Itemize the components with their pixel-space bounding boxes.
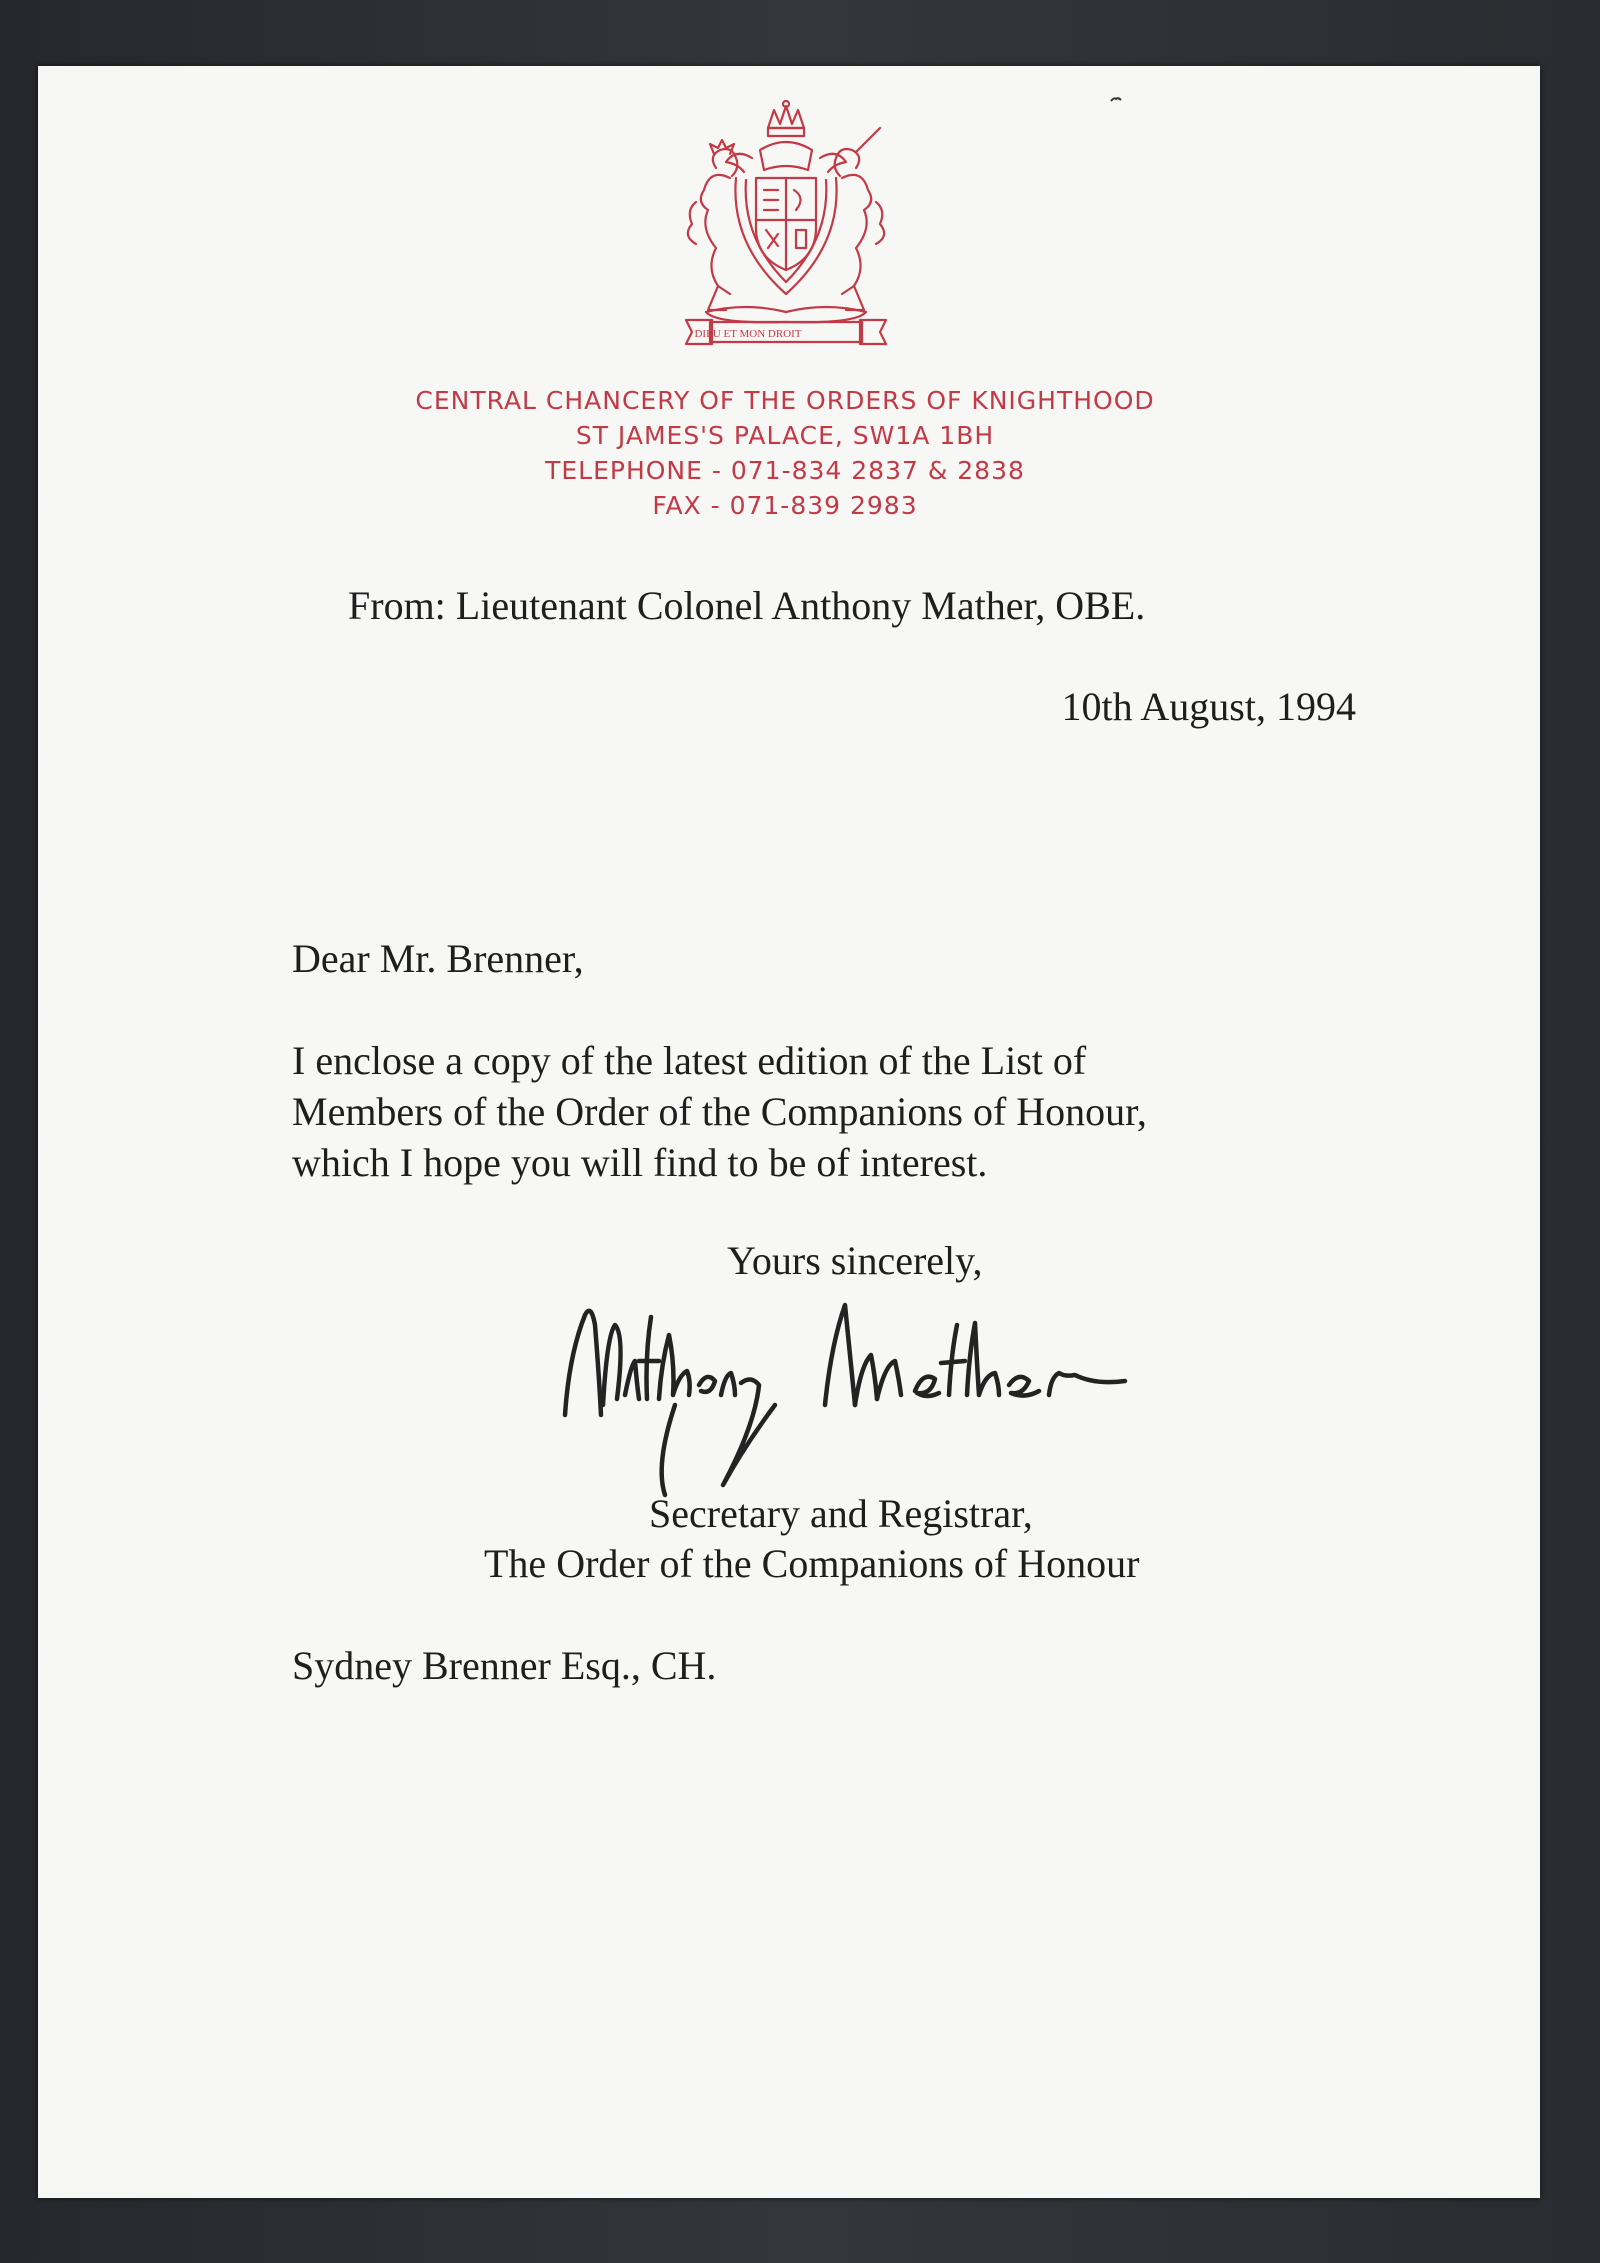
recipient-name: Sydney Brenner Esq., CH. [292, 1643, 717, 1688]
signatory-organization: The Order of the Companions of Honour [484, 1541, 1140, 1586]
letter-date: 10th August, 1994 [1061, 684, 1356, 729]
letterhead-line-1: CENTRAL CHANCERY OF THE ORDERS OF KNIGHTHOOD [415, 386, 1155, 415]
letterhead-line-4: FAX - 071-839 2983 [652, 491, 918, 520]
letter-paragraph [292, 1035, 1392, 1188]
paragraph-line: I enclose a copy of the latest edition of the List of [292, 1038, 1087, 1083]
paragraph-line: which I hope you will find to be of interest. [292, 1140, 988, 1185]
ink-speck [1110, 96, 1122, 103]
royal-coat-of-arms-icon [656, 98, 916, 354]
salutation: Dear Mr. Brenner, [292, 936, 584, 981]
letterhead-line-3: TELEPHONE - 071-834 2837 & 2838 [545, 456, 1025, 485]
letterhead-line-2: ST JAMES'S PALACE, SW1A 1BH [575, 421, 995, 450]
letterhead-address [300, 383, 1270, 523]
signatory-title: Secretary and Registrar, [649, 1491, 1033, 1536]
sender-line: From: Lieutenant Colonel Anthony Mather, OBE. [348, 583, 1146, 628]
paragraph-line: Members of the Order of the Companions of Honour, [292, 1089, 1147, 1134]
svg-text:DIEU ET MON DROIT: DIEU ET MON DROIT [694, 328, 802, 340]
closing: Yours sincerely, [727, 1238, 983, 1283]
handwritten-signature [555, 1295, 1275, 1505]
